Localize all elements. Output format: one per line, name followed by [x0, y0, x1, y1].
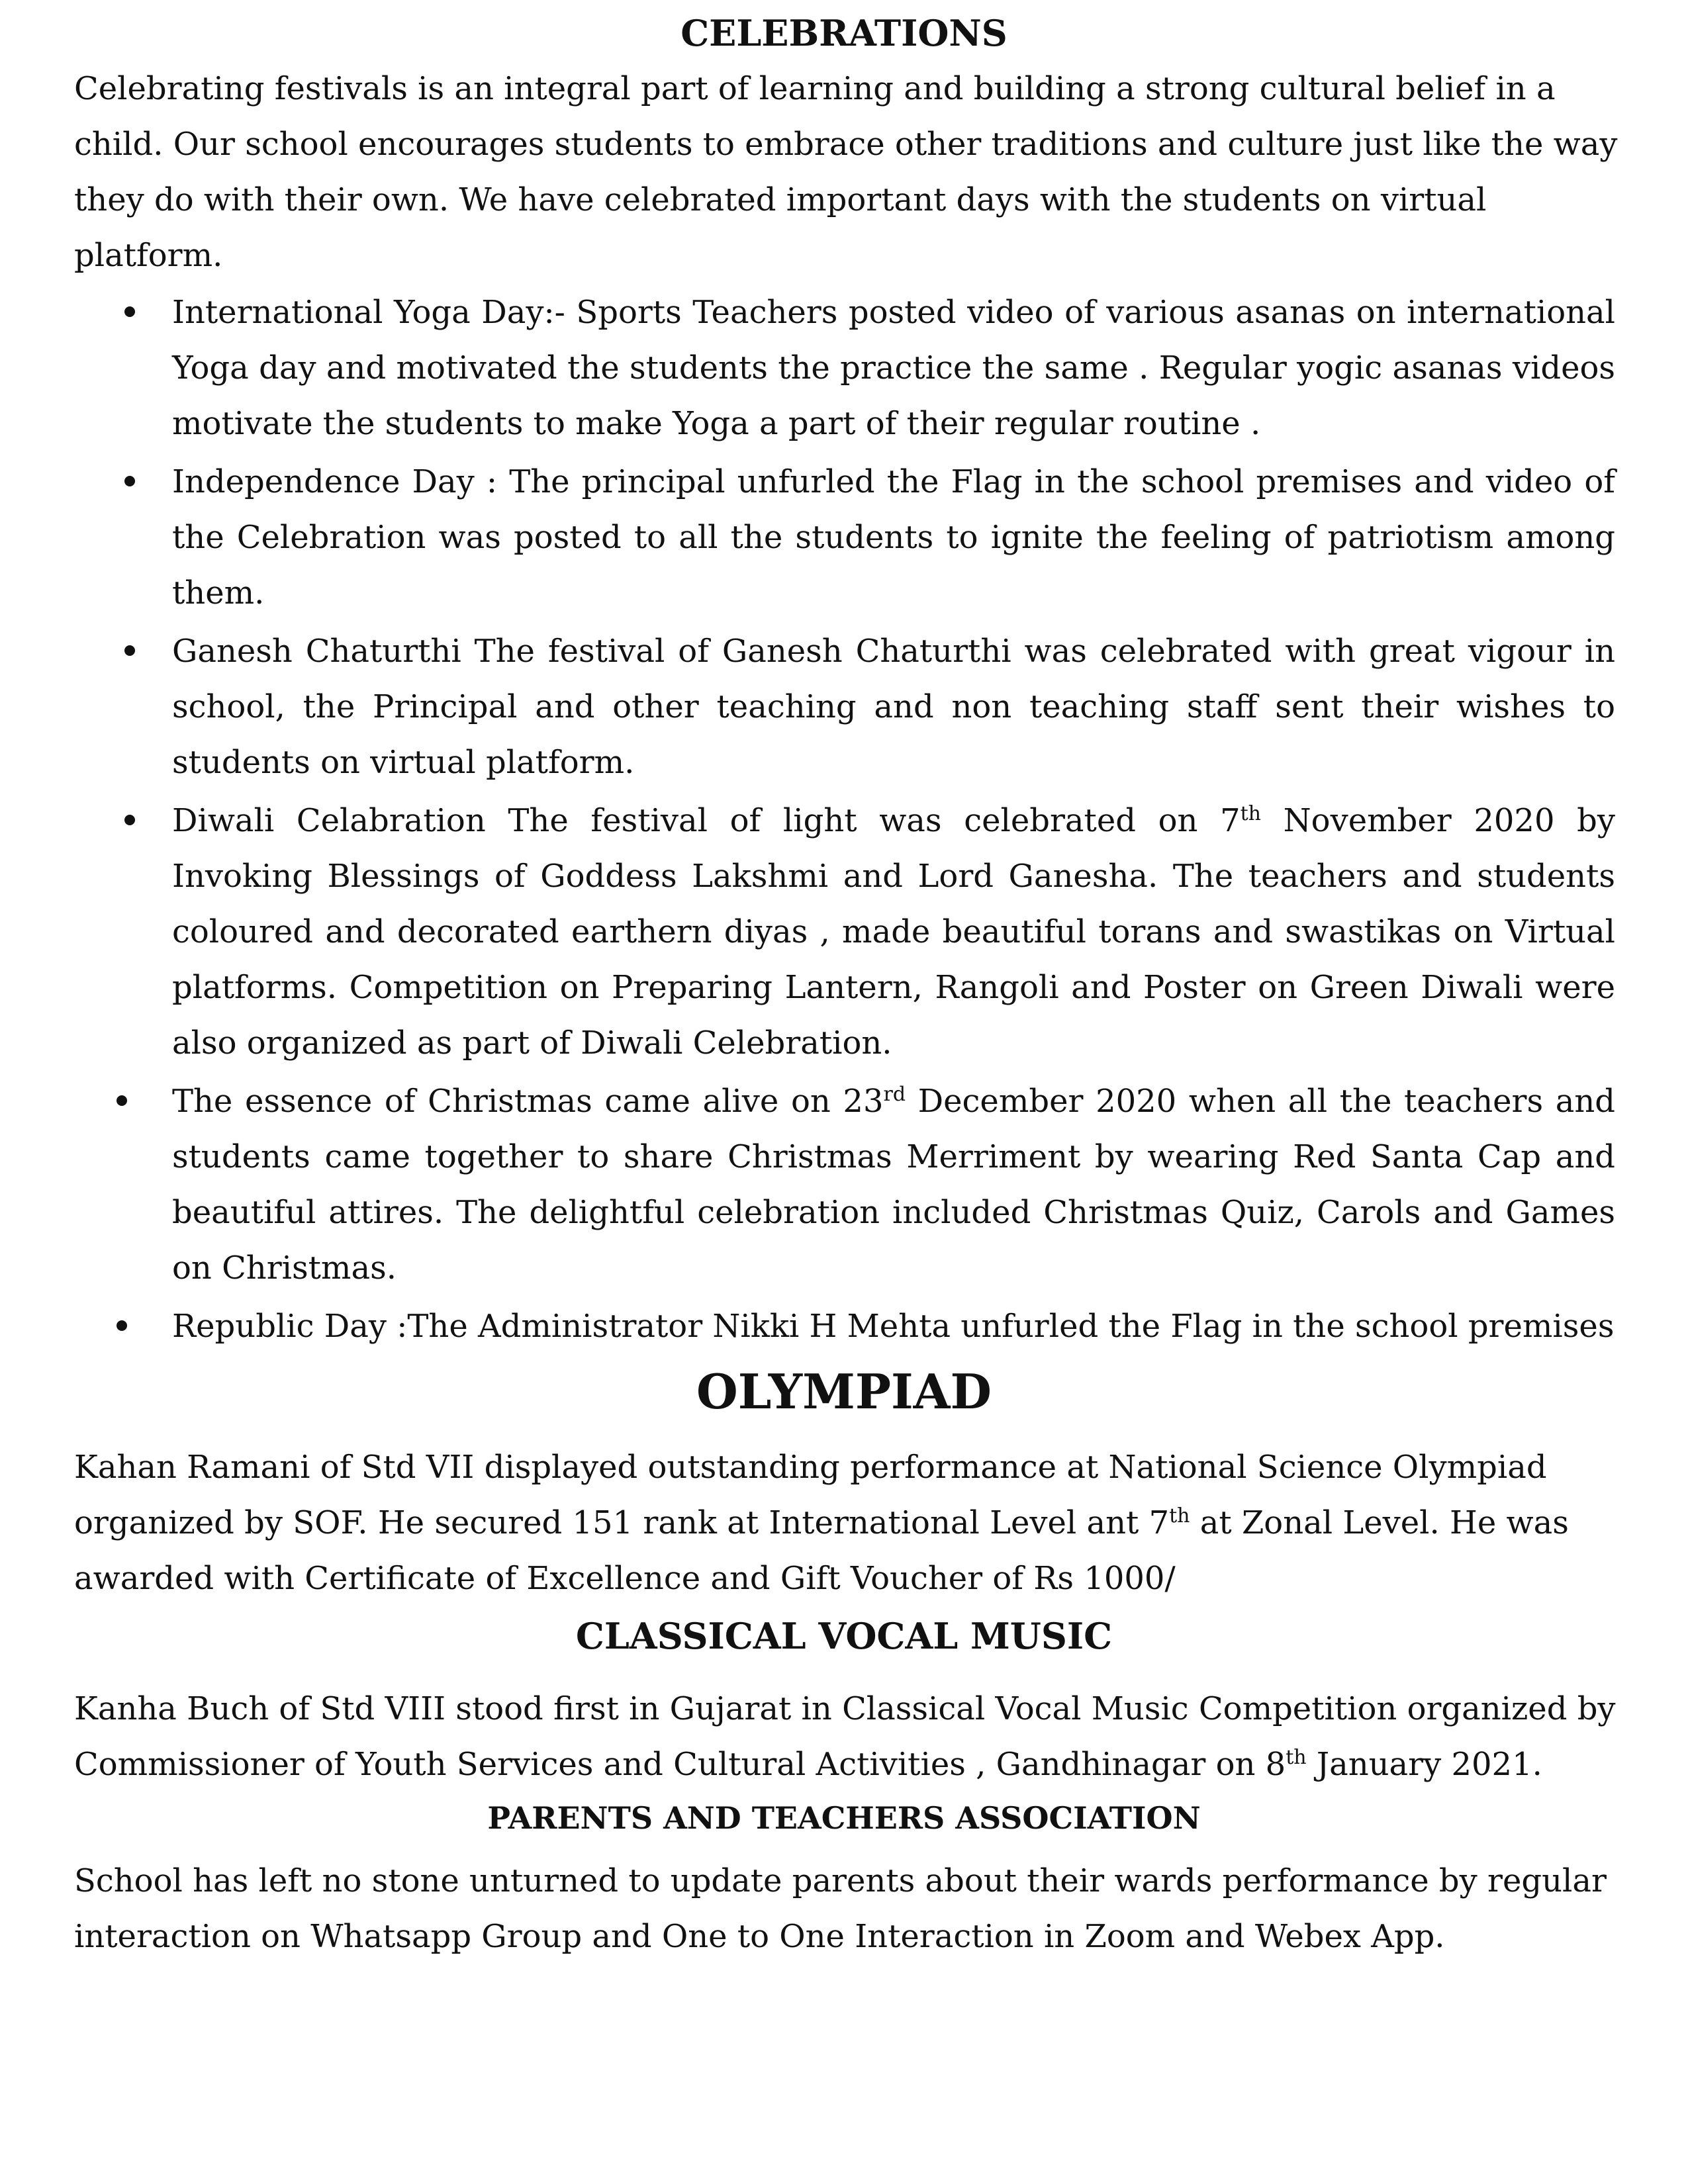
classical-music-paragraph	[74, 1681, 1623, 1792]
celebrations-heading: CELEBRATIONS	[680, 12, 1008, 54]
pta-paragraph: School has left no stone unturned to update parents about their wards performance by regular interaction on Whatsapp Group and One to One Interaction in Zoom and Webex App.	[74, 1862, 1607, 1955]
olympiad-text-b: at Zonal Level. He was awarded with Certificate of Excellence and Gift Voucher of Rs 1000/	[74, 1504, 1569, 1597]
list-item-text: International Yoga Day:- Sports Teachers posted video of various asanas on international Yoga day and motivated the students the practice the same . Regular yogic asanas videos motivate the students to make Yoga a part of their regular routine .	[172, 294, 1615, 442]
olympiad-heading: OLYMPIAD	[696, 1363, 992, 1420]
list-item-yoga-day	[0, 285, 1688, 451]
bullet-icon	[117, 1095, 127, 1106]
classical-text-a: Kanha Buch of Std VIII stood first in Gujarat in Classical Vocal Music Competition organized by Commissioner of Youth Services and Cultural Activities , Gandhinagar on 8	[74, 1690, 1616, 1783]
ordinal-suffix: rd	[883, 1083, 906, 1106]
ordinal-suffix: th	[1240, 802, 1262, 825]
bullet-icon	[124, 645, 135, 656]
pta-heading: PARENTS AND TEACHERS ASSOCIATION	[487, 1800, 1201, 1836]
list-item-christmas	[0, 1073, 1688, 1296]
list-item-text-b: December 2020 when all the teachers and students came together to share Christmas Merriment by wearing Red Santa Cap and beautiful attires. The delightful celebration included Christmas Quiz, Carols and Games on Christmas.	[172, 1083, 1615, 1287]
classical-text-b: January 2021.	[1306, 1746, 1542, 1783]
olympiad-text-a: Kahan Ramani of Std VII displayed outstanding performance at National Science Olympiad organized by SOF. He secured 151 rank at International Level ant 7	[74, 1449, 1547, 1541]
bullet-icon	[124, 306, 135, 317]
list-item-text-a: The essence of Christmas came alive on 23	[172, 1083, 884, 1120]
ordinal-suffix: th	[1169, 1504, 1190, 1527]
list-item-text-b: November 2020 by Invoking Blessings of Goddess Lakshmi and Lord Ganesha. The teachers and students coloured and decorated earthern diyas , made beautiful torans and swastikas on Virtual platforms. Competition on Preparing Lantern, Rangoli and Poster on Green Diwali were also organized as part of Diwali Celebration.	[172, 802, 1616, 1062]
bullet-icon	[117, 1320, 127, 1331]
list-item-text-a: Diwali Celabration The festival of light was celebrated on 7	[172, 802, 1241, 839]
list-item-diwali	[0, 793, 1688, 1071]
list-item-text: Independence Day : The principal unfurled the Flag in the school premises and video of the Celebration was posted to all the students to ignite the feeling of patriotism among them.	[172, 463, 1615, 612]
olympiad-paragraph	[74, 1439, 1623, 1606]
list-item-independence-day	[0, 454, 1688, 621]
celebrations-list	[0, 285, 1688, 1354]
bullet-icon	[124, 815, 135, 825]
celebrations-intro: Celebrating festivals is an integral part of learning and building a strong cultural belief in a child. Our school encourages students to embrace other traditions and culture just like the way they do with their own. We have celebrated important days with the students on virtual platform.	[74, 70, 1618, 274]
list-item-text: Republic Day :The Administrator Nikki H Mehta unfurled the Flag in the school premises	[172, 1308, 1615, 1345]
list-item-republic-day	[0, 1298, 1688, 1354]
list-item-text: Ganesh Chaturthi The festival of Ganesh Chaturthi was celebrated with great vigour in school, the Principal and other teaching and non teaching staff sent their wishes to students on virtual platform.	[172, 633, 1615, 781]
classical-music-heading: CLASSICAL VOCAL MUSIC	[575, 1615, 1113, 1657]
ordinal-suffix: th	[1286, 1746, 1307, 1769]
list-item-ganesh-chaturthi	[0, 623, 1688, 790]
bullet-icon	[124, 476, 135, 486]
